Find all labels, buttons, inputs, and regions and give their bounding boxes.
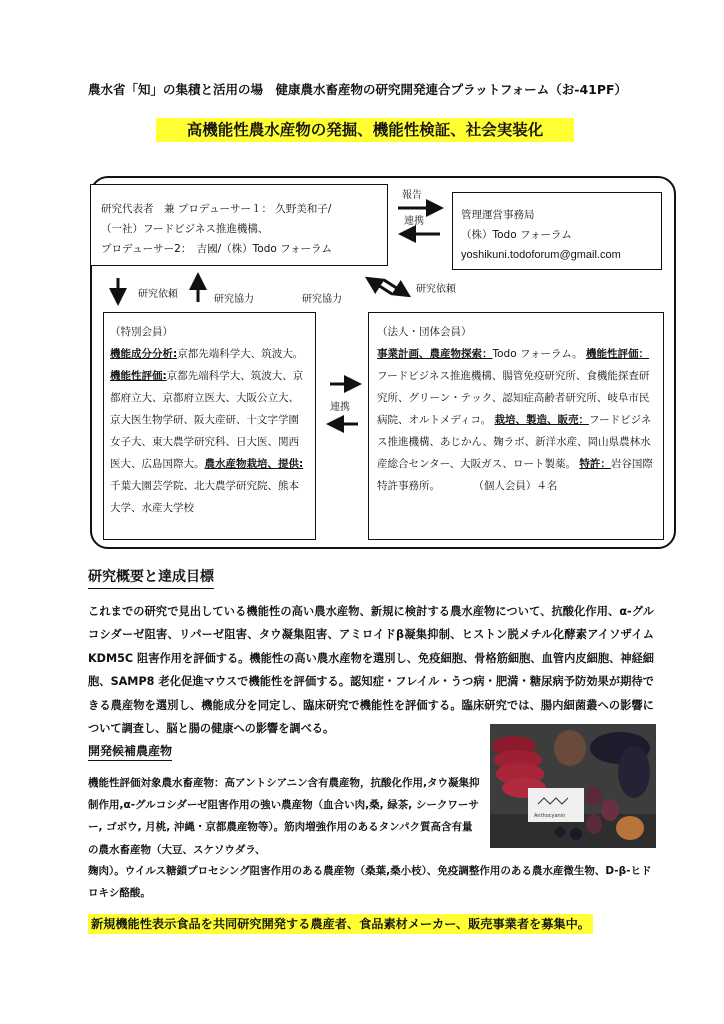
special-members-box xyxy=(103,312,316,540)
evaluation-label: 機能性評価: xyxy=(110,370,167,382)
cultivation-label: 農水産物栽培、提供: xyxy=(204,458,304,470)
candidates-heading: 開発候補農産物 xyxy=(88,742,172,761)
link-label: 連携 xyxy=(330,402,350,413)
photo-caption: Anthocyanin xyxy=(534,813,566,819)
request-label-left: 研究依頼 xyxy=(138,289,178,300)
planning-text: Todo フォーラム。 xyxy=(492,348,583,360)
overview-text: これまでの研究で見出している機能性の高い農水産物、新規に検討する農水産物について、抗酸化作用、α-グルコシダーゼ阻害、リパーゼ阻害、タウ凝集阻害、アミロイドβ凝集抑制、ヒストン脱メチル化酵素アイソザイム KDM5C 阻害作用を評価する。機能性の高い農水産物を選別し、免疫細胞、骨格筋細胞、血管内皮細胞、神経細胞、SAMP8 老化促進マウスで機能性を評価する。認知症・フレイル・うつ病・肥満・糖尿病予防効果が期待できる農産物を選別し、機能成分を同定し、臨床研究で機能性を評価する。臨床研究では、腸内細菌叢への影響について調査し、脳と腸の健康への影響を調べる。 xyxy=(88,605,654,736)
individual-members: （個人会員）４名 xyxy=(473,480,558,492)
page-title: 高機能性農水産物の発掘、機能性検証、社会実装化 xyxy=(156,118,574,142)
request-label-right: 研究依頼 xyxy=(416,284,456,295)
analysis-text: 京都先端科学大、筑波大。 xyxy=(177,348,304,360)
patent-text: 岩谷国際特許事務所。 xyxy=(377,458,653,492)
cooperate-label-left: 研究協力 xyxy=(214,294,254,305)
produce-illustration xyxy=(490,724,656,848)
planning-label: 事業計画、農産物探索： xyxy=(377,348,493,360)
special-members-heading: （特別会員） xyxy=(110,326,173,338)
analysis-label: 機能成分分析: xyxy=(110,348,178,360)
production-text: フードビジネス推進機構、あじかん、麹ラボ、新洋水産、岡山県農林水産総合センター、大阪ガス、ロート製薬。 xyxy=(377,414,652,470)
overview-heading: 研究概要と達成目標 xyxy=(88,566,214,589)
cultivation-text: 千葉大園芸学院、北大農学研究院、熊本大学、水産大学校 xyxy=(110,480,299,514)
special-members-content xyxy=(110,343,309,519)
production-label: 栽培、製造、販売： xyxy=(494,414,589,426)
corporate-members-content xyxy=(377,343,657,497)
representative-line-3: プロデューサー2： 吉國/（株）Todo フォーラム xyxy=(101,243,333,255)
corporate-members-heading: （法人・団体会員） xyxy=(377,326,472,338)
patent-label: 特許： xyxy=(579,458,611,470)
corp-evaluation-label: 機能性評価： xyxy=(586,348,650,360)
evaluation-text: 京都先端科学大、筑波大、京都府立大、京都府立医大、大阪公立大、京大医生物学研、阪大産研、十文字学園女子大、東大農学研究科、日大医、関西医大、広島国際大。 xyxy=(110,370,304,470)
report-label: 報告 xyxy=(402,190,422,201)
recruitment-banner: 新規機能性表示食品を共同研究開発する農産者、食品素材メーカー、販売事業者を募集中。 xyxy=(88,914,593,934)
page-header: 農水省「知」の集積と活用の場 健康農水畜産物の研究開発連合プラットフォーム（お-41PF） xyxy=(88,82,628,97)
candidates-text-continued: 麹肉）。ウイルス糖鎖プロセシング阻害作用のある農産物（桑葉,桑小枝）、免疫調整作用のある農水産微生物、D-β-ヒドロキシ酪酸。 xyxy=(88,865,652,899)
management-office-title: 管理運営事務局 xyxy=(461,209,535,221)
management-office-email[interactable]: yoshikuni.todoforum@gmail.com xyxy=(461,249,621,261)
corp-evaluation-text: フードビジネス推進機構、腸管免疫研究所、食機能探査研究所、グリーン・テック、認知症高齢者研究所、岐阜市民病院、オルトメディコ。 xyxy=(377,370,650,426)
management-office-company: （株）Todo フォーラム xyxy=(461,229,572,241)
cooperation-label: 連携 xyxy=(404,216,424,227)
corporate-members-box xyxy=(368,312,664,540)
produce-photo xyxy=(490,724,656,848)
candidates-text: 機能性評価対象農水畜産物：高アントシアニン含有農産物，抗酸化作用,タウ凝集抑制作用,α-グルコシダーゼ阻害作用の強い農産物（血合い肉,桑, 緑茶, シークワーサー, ゴボウ, 月桃, 沖縄・京都農産物等）。筋肉増強作用のあるタンパク質高含有量の農水畜産物（大豆、スケソウダラ、 xyxy=(88,777,480,856)
representative-line-2: （一社）フードビジネス推進機構、 xyxy=(101,223,269,235)
representative-line-1: 研究代表者 兼 プロデューサー１： 久野美和子/ xyxy=(101,203,332,215)
cooperate-label-right: 研究協力 xyxy=(302,294,342,305)
